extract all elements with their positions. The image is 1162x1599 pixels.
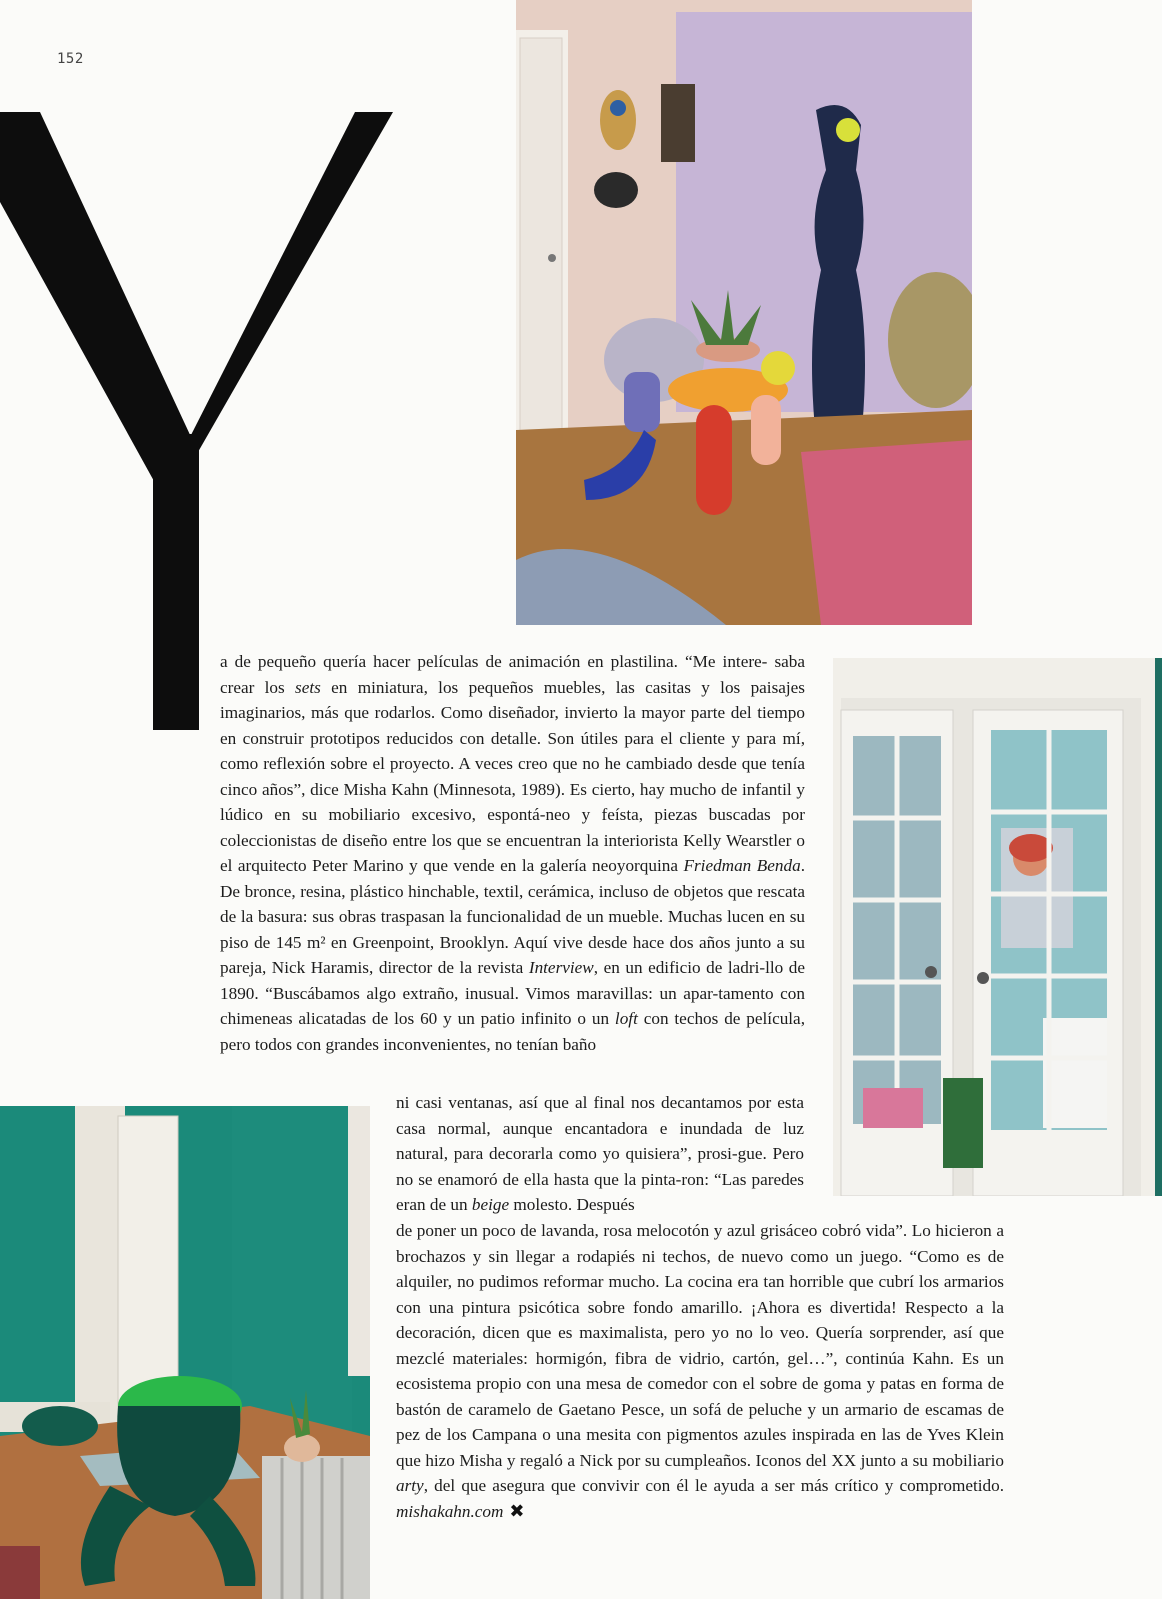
french-doors-photo [833, 658, 1162, 1196]
article-body-main [220, 649, 805, 1057]
article-body-wide [396, 1218, 1004, 1524]
end-mark-icon: ✖ [509, 1500, 525, 1522]
french-doors-photo-icon [833, 658, 1162, 1196]
page-number: 152 [57, 51, 84, 67]
article-paragraph: ni casi ventanas, así que al final nos decantamos por esta casa normal, aunque encantadora e inundada de luz natural, para decorarla como yo quisiera”, prosi-gue. Pero no se enamoró de ella hasta que la pinta-ron: “Las paredes eran de un beige molesto. Después [396, 1093, 804, 1214]
living-room-photo-icon [516, 0, 972, 625]
teal-room-photo [0, 1106, 370, 1599]
article-paragraph: a de pequeño quería hacer películas de animación en plastilina. “Me intere- saba crear los sets en miniatura, los pequeños muebles, las casitas y los paisajes imaginarios, más que rodarlos. Como diseñador, invierto la mayor parte del tiempo en construir prototipos reducidos con detalle. Son útiles para el cliente y para mí, como reflexión sobre el proyecto. A veces creo que no he cambiado desde que tenía cinco años”, dice Misha Kahn (Minnesota, 1989). Es cierto, hay mucho de infantil y lúdico en su mobiliario excesivo, espontá-neo y feísta, piezas buscadas por coleccionistas de diseño entre los que se encuentran la interiorista Kelly Wearstler o el arquitecto Peter Marino y que vende en la galería neoyorquina Friedman Benda. De bronce, resina, plástico hinchable, textil, cerámica, incluso de objetos que rescata de la basura: sus obras traspasan la funcionalidad de un mueble. Muchas lucen en su piso de 145 m² en Greenpoint, Brooklyn. Aquí vive desde hace dos años junto a su pareja, Nick Haramis, director de la revista Interview, en un edificio de ladri-llo de 1890. “Buscábamos algo extraño, inusual. Vimos maravillas: un apar-tamento con chimeneas alicatadas de los 60 y un patio infinito o un loft con techos de película, pero todos con grandes inconvenientes, no tenían baño [220, 652, 806, 1054]
website-link[interactable]: mishakahn.com [396, 1501, 504, 1521]
living-room-photo [516, 0, 972, 625]
article-paragraph: de poner un poco de lavanda, rosa melocotón y azul grisáceo cobró vida”. Lo hicieron a brochazos y sin llegar a rodapiés ni techos, de nuevo como un juego. “Como es de alquiler, no pudimos reformar mucho. La cocina era tan horrible que cubrí los armarios con una pintura psicótica sobre fondo amarillo. ¡Ahora es divertida! Respecto a la decoración, dicen que es maximalista, pero yo no lo veo. Quería sorprender, así que mezclé materiales: hormigón, fibra de vidrio, cartón, gel…”, continúa Kahn. Es un ecosistema propio con una mesa de comedor con el sobre de goma y patas en forma de bastón de caramelo de Gaetano Pesce, un sofá de peluche y un armario de escamas de pez de los Campana o una mesita con pigmentos azules inspirada en las de Yves Klein que hizo Misha y regaló a Nick por su cumpleaños. Iconos del XX junto a su mobiliario arty, del que asegura que convivir con él le ayuda a ser más crítico y comprometido. mishakahn.com ✖ [396, 1218, 1004, 1524]
teal-room-photo-icon [0, 1106, 370, 1599]
article-body-narrow [396, 1090, 804, 1218]
drop-cap-y [0, 112, 400, 732]
